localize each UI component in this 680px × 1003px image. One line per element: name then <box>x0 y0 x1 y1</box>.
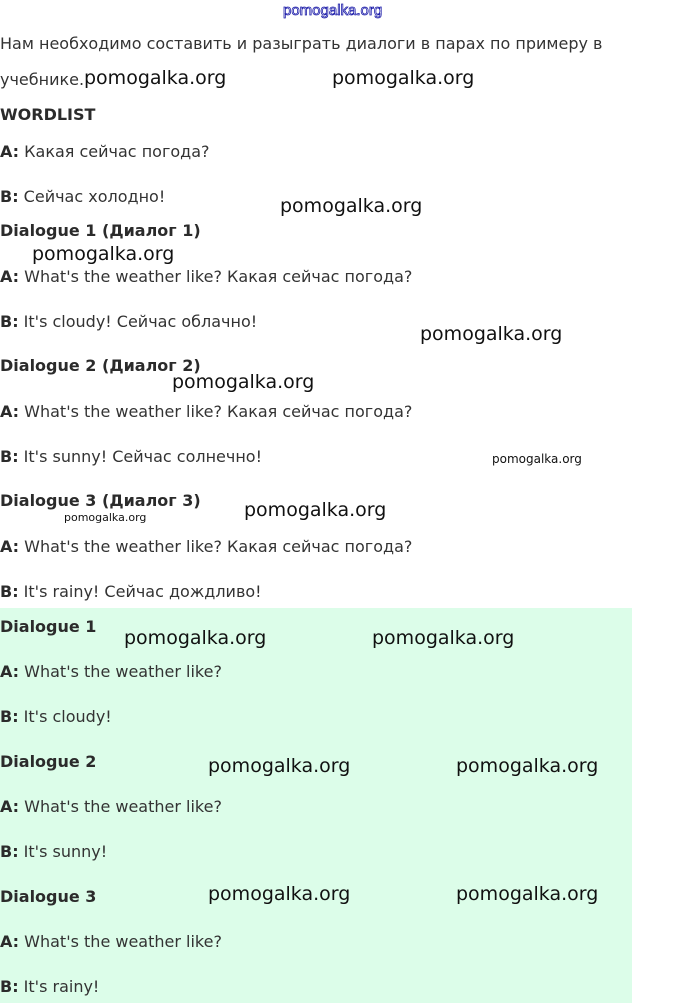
watermark: pomogalka.org <box>420 323 563 345</box>
speaker-a-label: A: <box>0 662 20 681</box>
dialogue-en-title: Dialogue 2 <box>0 752 97 771</box>
watermark: pomogalka.org <box>172 371 315 393</box>
watermark: pomogalka.org <box>456 883 599 905</box>
watermark: pomogalka.org <box>208 883 351 905</box>
line-text: What's the weather like? <box>19 797 222 816</box>
speaker-a-label: A: <box>0 797 20 816</box>
dialogue-en-title: Dialogue 1 <box>0 617 97 636</box>
line-text: It's cloudy! <box>18 707 112 726</box>
watermark: pomogalka.org <box>372 627 515 649</box>
watermark: pomogalka.org <box>244 499 387 521</box>
site-logo[interactable]: pomogalka.org <box>283 2 383 19</box>
dialogue-en-title: Dialogue 3 <box>0 887 97 906</box>
line-text: It's cloudy! Сейчас облачно! <box>18 312 258 331</box>
dialogue-en-line-b <box>0 977 99 997</box>
speaker-a-label: A: <box>0 932 20 951</box>
speaker-b-label: B: <box>0 582 19 601</box>
line-text: What's the weather like? Какая сейчас погода? <box>19 537 413 556</box>
watermark: pomogalka.org <box>280 195 423 217</box>
line-text: It's rainy! <box>18 977 100 996</box>
line-text: What's the weather like? Какая сейчас погода? <box>19 402 413 421</box>
intro-line-2: учебнике. <box>0 70 85 89</box>
speaker-b-label: B: <box>0 977 19 996</box>
dialogue-ru-line-b <box>0 312 257 332</box>
speaker-b-label: B: <box>0 707 19 726</box>
wordlist-line-b <box>0 187 165 207</box>
dialogue-en-line-a <box>0 662 222 682</box>
watermark: pomogalka.org <box>332 67 475 89</box>
line-text: What's the weather like? Какая сейчас погода? <box>19 267 413 286</box>
intro-line-1: Нам необходимо составить и разыграть диалоги в парах по примеру в <box>0 34 603 53</box>
dialogue-ru-title: Dialogue 2 (Диалог 2) <box>0 356 201 375</box>
wordlist-b-text: Сейчас холодно! <box>18 187 166 206</box>
speaker-b-label: B: <box>0 447 19 466</box>
speaker-b-label: B: <box>0 187 19 206</box>
watermark: pomogalka.org <box>124 627 267 649</box>
wordlist-line-a <box>0 142 210 162</box>
dialogue-ru-line-a <box>0 537 412 557</box>
dialogue-ru-title: Dialogue 3 (Диалог 3) <box>0 491 201 510</box>
speaker-b-label: B: <box>0 312 19 331</box>
speaker-a-label: A: <box>0 402 20 421</box>
dialogue-ru-line-a <box>0 267 412 287</box>
speaker-a-label: A: <box>0 267 20 286</box>
dialogue-ru-line-b <box>0 582 262 602</box>
watermark: pomogalka.org <box>32 243 175 265</box>
watermark: pomogalka.org <box>208 755 351 777</box>
wordlist-title: WORDLIST <box>0 105 96 124</box>
watermark: pomogalka.org <box>84 67 227 89</box>
line-text: It's sunny! <box>18 842 108 861</box>
watermark: pomogalka.org <box>64 511 147 524</box>
dialogue-ru-line-b <box>0 447 262 467</box>
dialogue-en-line-b <box>0 707 112 727</box>
dialogue-en-line-a <box>0 797 222 817</box>
dialogue-ru-title: Dialogue 1 (Диалог 1) <box>0 221 201 240</box>
speaker-a-label: A: <box>0 537 20 556</box>
line-text: It's rainy! Сейчас дождливо! <box>18 582 262 601</box>
speaker-a-label: A: <box>0 142 20 161</box>
dialogue-en-line-a <box>0 932 222 952</box>
speaker-b-label: B: <box>0 842 19 861</box>
line-text: It's sunny! Сейчас солнечно! <box>18 447 263 466</box>
line-text: What's the weather like? <box>19 932 222 951</box>
dialogue-ru-line-a <box>0 402 412 422</box>
line-text: What's the weather like? <box>19 662 222 681</box>
wordlist-a-text: Какая сейчас погода? <box>19 142 210 161</box>
dialogue-en-line-b <box>0 842 107 862</box>
watermark: pomogalka.org <box>456 755 599 777</box>
watermark: pomogalka.org <box>492 452 582 466</box>
